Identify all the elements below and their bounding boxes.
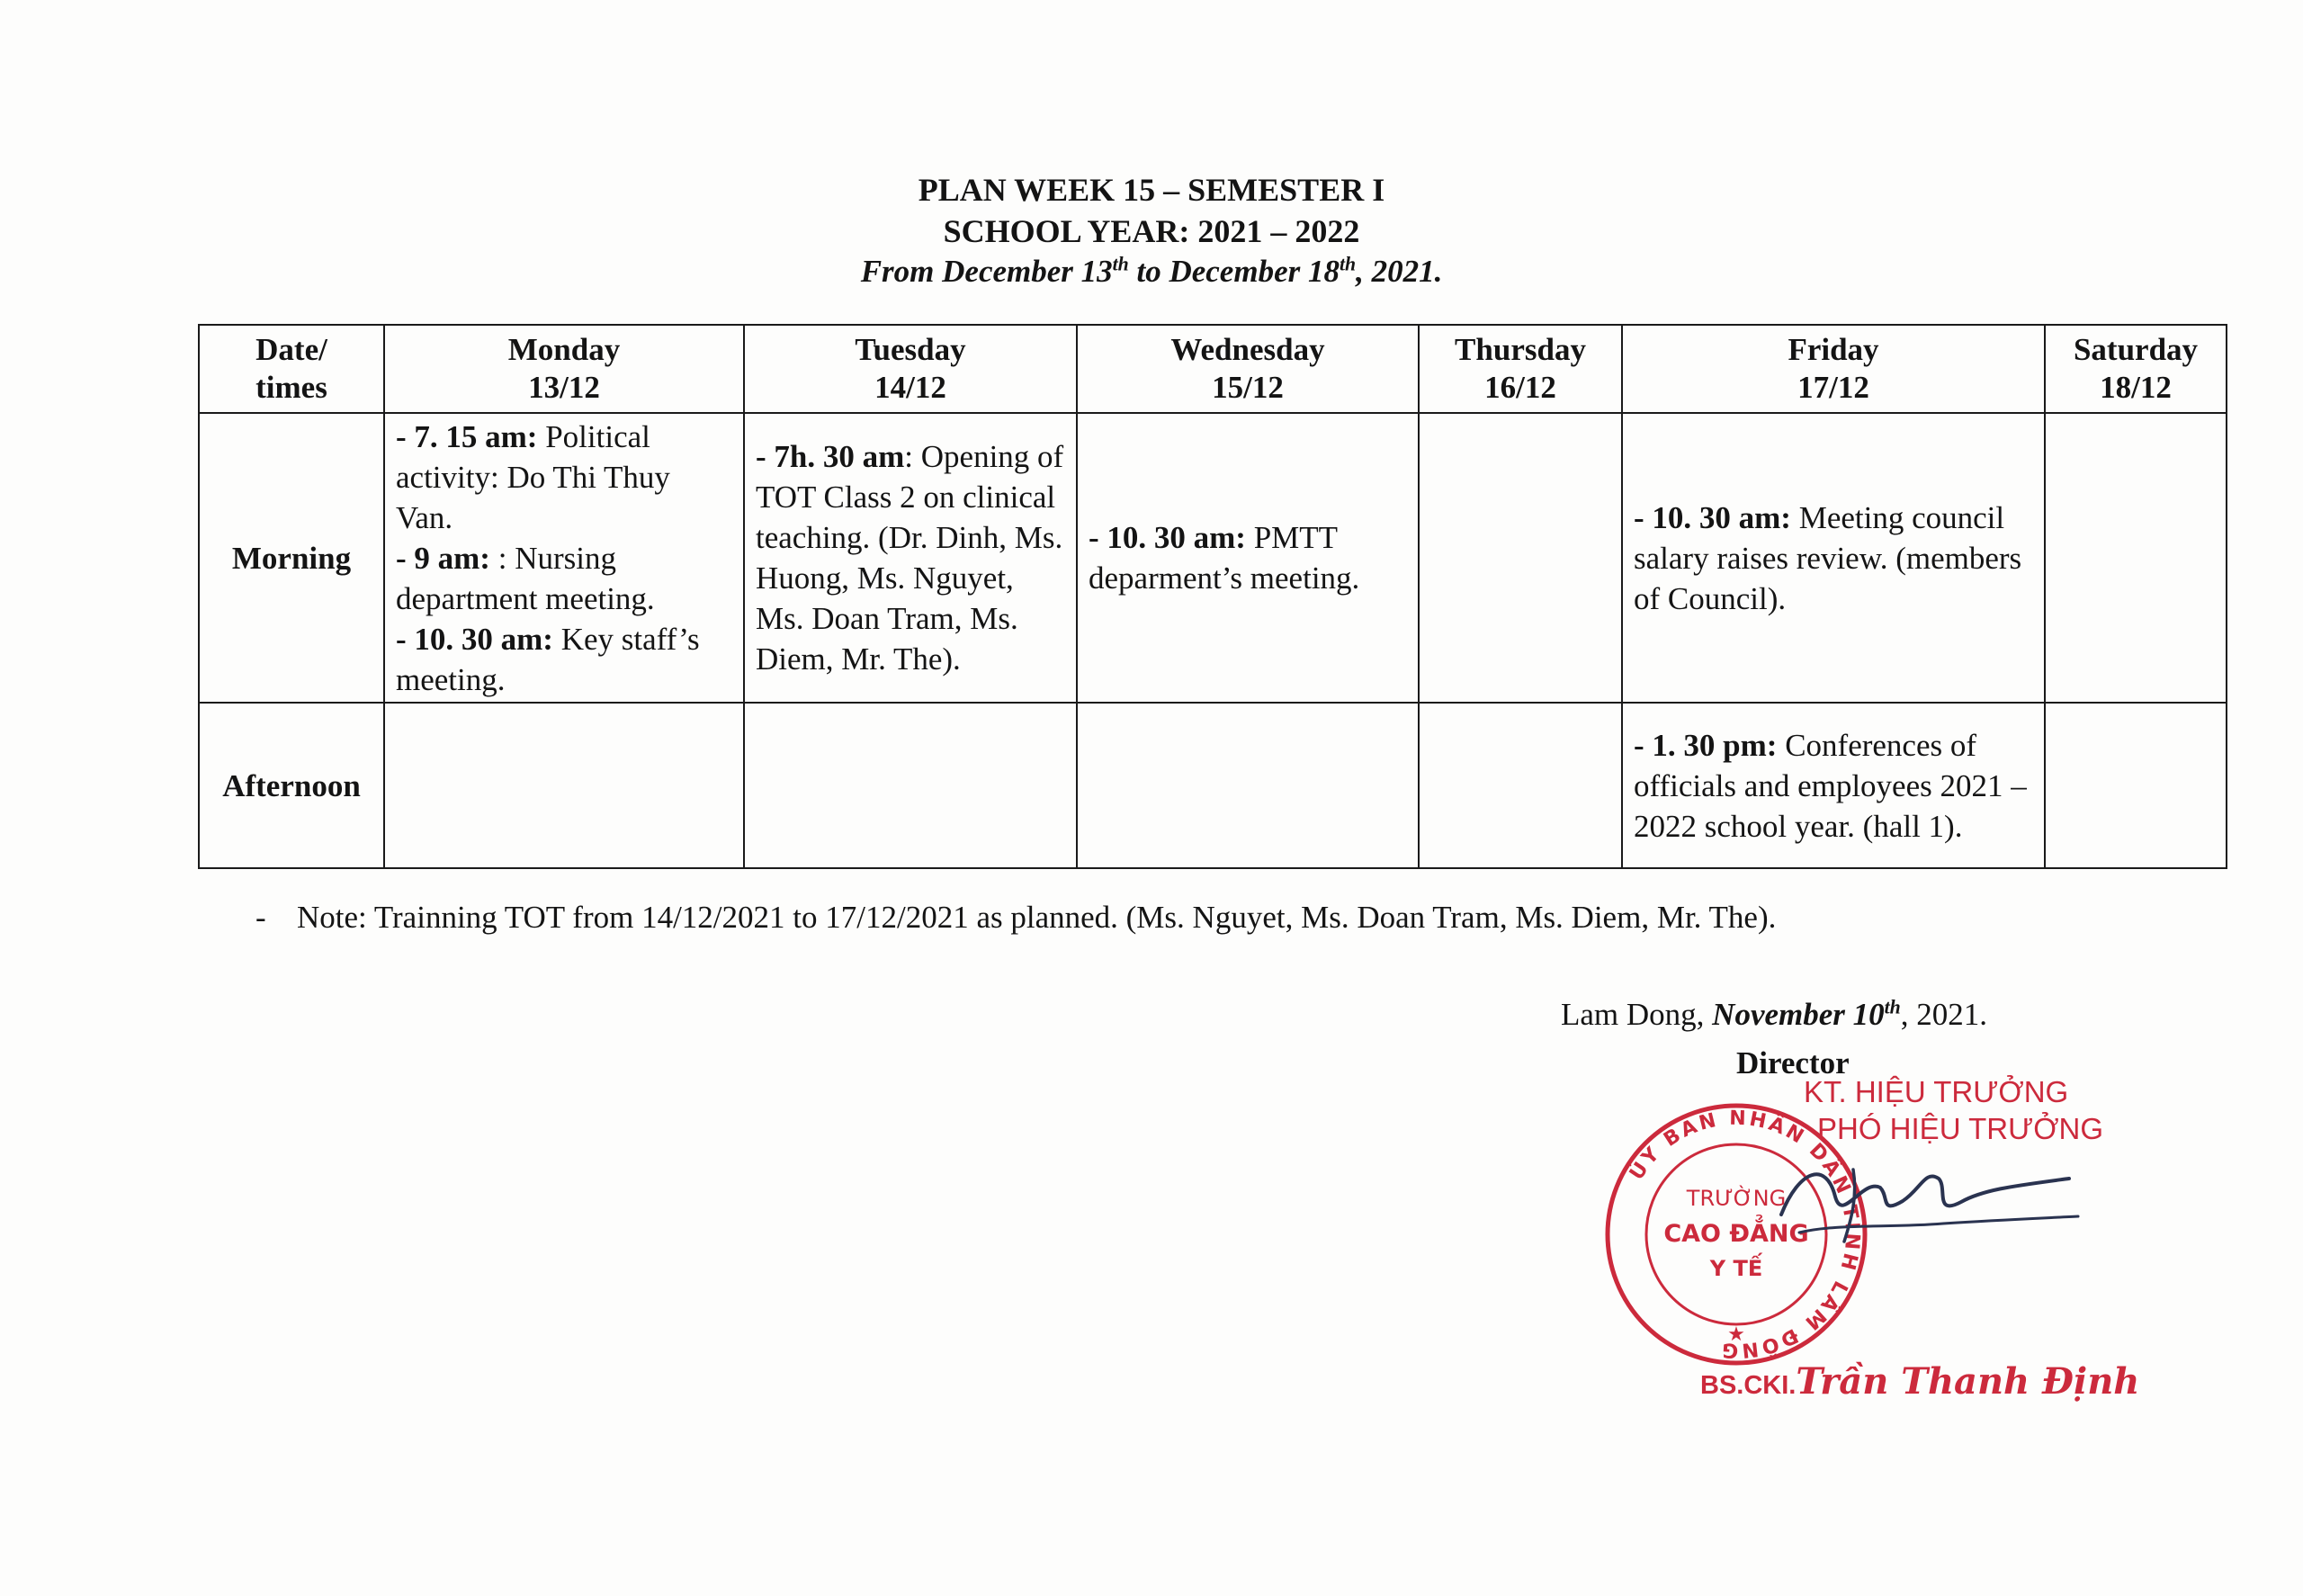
- cell-monday-afternoon: [384, 703, 744, 868]
- cell-monday-morning: [384, 413, 744, 703]
- place-and-date: Lam Dong, November 10th, 2021.: [1561, 996, 1987, 1032]
- schedule-entry: - 10. 30 am: Meeting council salary raises review. (members of Council).: [1634, 499, 2022, 616]
- note-bullet: -: [255, 900, 266, 935]
- seal-line-3: Y TẾ: [1709, 1256, 1763, 1281]
- date-range: From December 13th to December 18th, 2021.: [860, 253, 1443, 289]
- cell-tuesday-morning: [744, 413, 1077, 703]
- day-header-wednesday: Wednesday 15/12: [1077, 325, 1419, 413]
- cell-friday-afternoon: [1622, 703, 2045, 868]
- cell-saturday-morning: [2045, 413, 2227, 703]
- day-header-friday: Friday 17/12: [1622, 325, 2045, 413]
- row-label-afternoon: Afternoon: [199, 703, 384, 868]
- signatory-title-2: PHÓ HIỆU TRƯỞNG: [1817, 1112, 2104, 1145]
- seal-star-icon: ★: [1727, 1323, 1745, 1346]
- seal-line-1: TRƯỜNG: [1686, 1186, 1787, 1211]
- cell-wednesday-morning: [1077, 413, 1419, 703]
- weekly-plan-table: [198, 324, 2227, 869]
- schedule-entry: - 10. 30 am: Key staff’s meeting.: [396, 621, 700, 697]
- row-label-morning: Morning: [199, 413, 384, 703]
- school-year: SCHOOL YEAR: 2021 – 2022: [943, 213, 1360, 249]
- schedule-entry: - 10. 30 am: PMTT deparment’s meeting.: [1089, 520, 1360, 596]
- handwritten-signature: [1745, 1116, 2087, 1278]
- seal-line-2: CAO ĐẲNG: [1663, 1220, 1809, 1248]
- director-label: Director: [1736, 1045, 1850, 1080]
- table-header-row: [199, 325, 2227, 413]
- day-header-thursday: Thursday 16/12: [1419, 325, 1622, 413]
- corner-header: Date/ times: [199, 325, 384, 413]
- schedule-entry: - 9 am: : Nursing department meeting.: [396, 540, 655, 616]
- table-row-afternoon: [199, 703, 2227, 868]
- seal-ring-text: ỦY BAN NHÂN DÂN TỈNH LÂM ĐỒNG: [1625, 1107, 1864, 1362]
- cell-wednesday-afternoon: [1077, 703, 1419, 868]
- signatory-title-1: KT. HIỆU TRƯỞNG: [1804, 1075, 2069, 1108]
- schedule-entry: - 1. 30 pm: Conferences of officials and employees 2021 – 2022 school year. (hall 1).: [1634, 727, 2027, 844]
- plan-title: PLAN WEEK 15 – SEMESTER I: [918, 172, 1385, 208]
- cell-thursday-afternoon: [1419, 703, 1622, 868]
- cell-thursday-morning: [1419, 413, 1622, 703]
- training-note: [255, 900, 1777, 936]
- cell-saturday-afternoon: [2045, 703, 2227, 868]
- schedule-entry: - 7h. 30 am: Opening of TOT Class 2 on clinical teaching. (Dr. Dinh, Ms. Huong, Ms. Nguyet, Ms. Doan Tram, Ms. Diem, Mr. The).: [756, 439, 1064, 677]
- day-header-tuesday: Tuesday 14/12: [744, 325, 1077, 413]
- cell-friday-morning: [1622, 413, 2045, 703]
- schedule-entry: - 7. 15 am: Political activity: Do Thi Thuy Van.: [396, 418, 670, 535]
- day-header-monday: Monday 13/12: [384, 325, 744, 413]
- day-header-saturday: Saturday 18/12: [2045, 325, 2227, 413]
- note-text: Note: Trainning TOT from 14/12/2021 to 17/12/2021 as planned. (Ms. Nguyet, Ms. Doan Tram, Ms. Diem, Mr. The).: [297, 900, 1777, 935]
- signer-name: BS.CKI.Trần Thanh Định: [1700, 1360, 2140, 1403]
- cell-tuesday-afternoon: [744, 703, 1077, 868]
- table-row-morning: [199, 413, 2227, 703]
